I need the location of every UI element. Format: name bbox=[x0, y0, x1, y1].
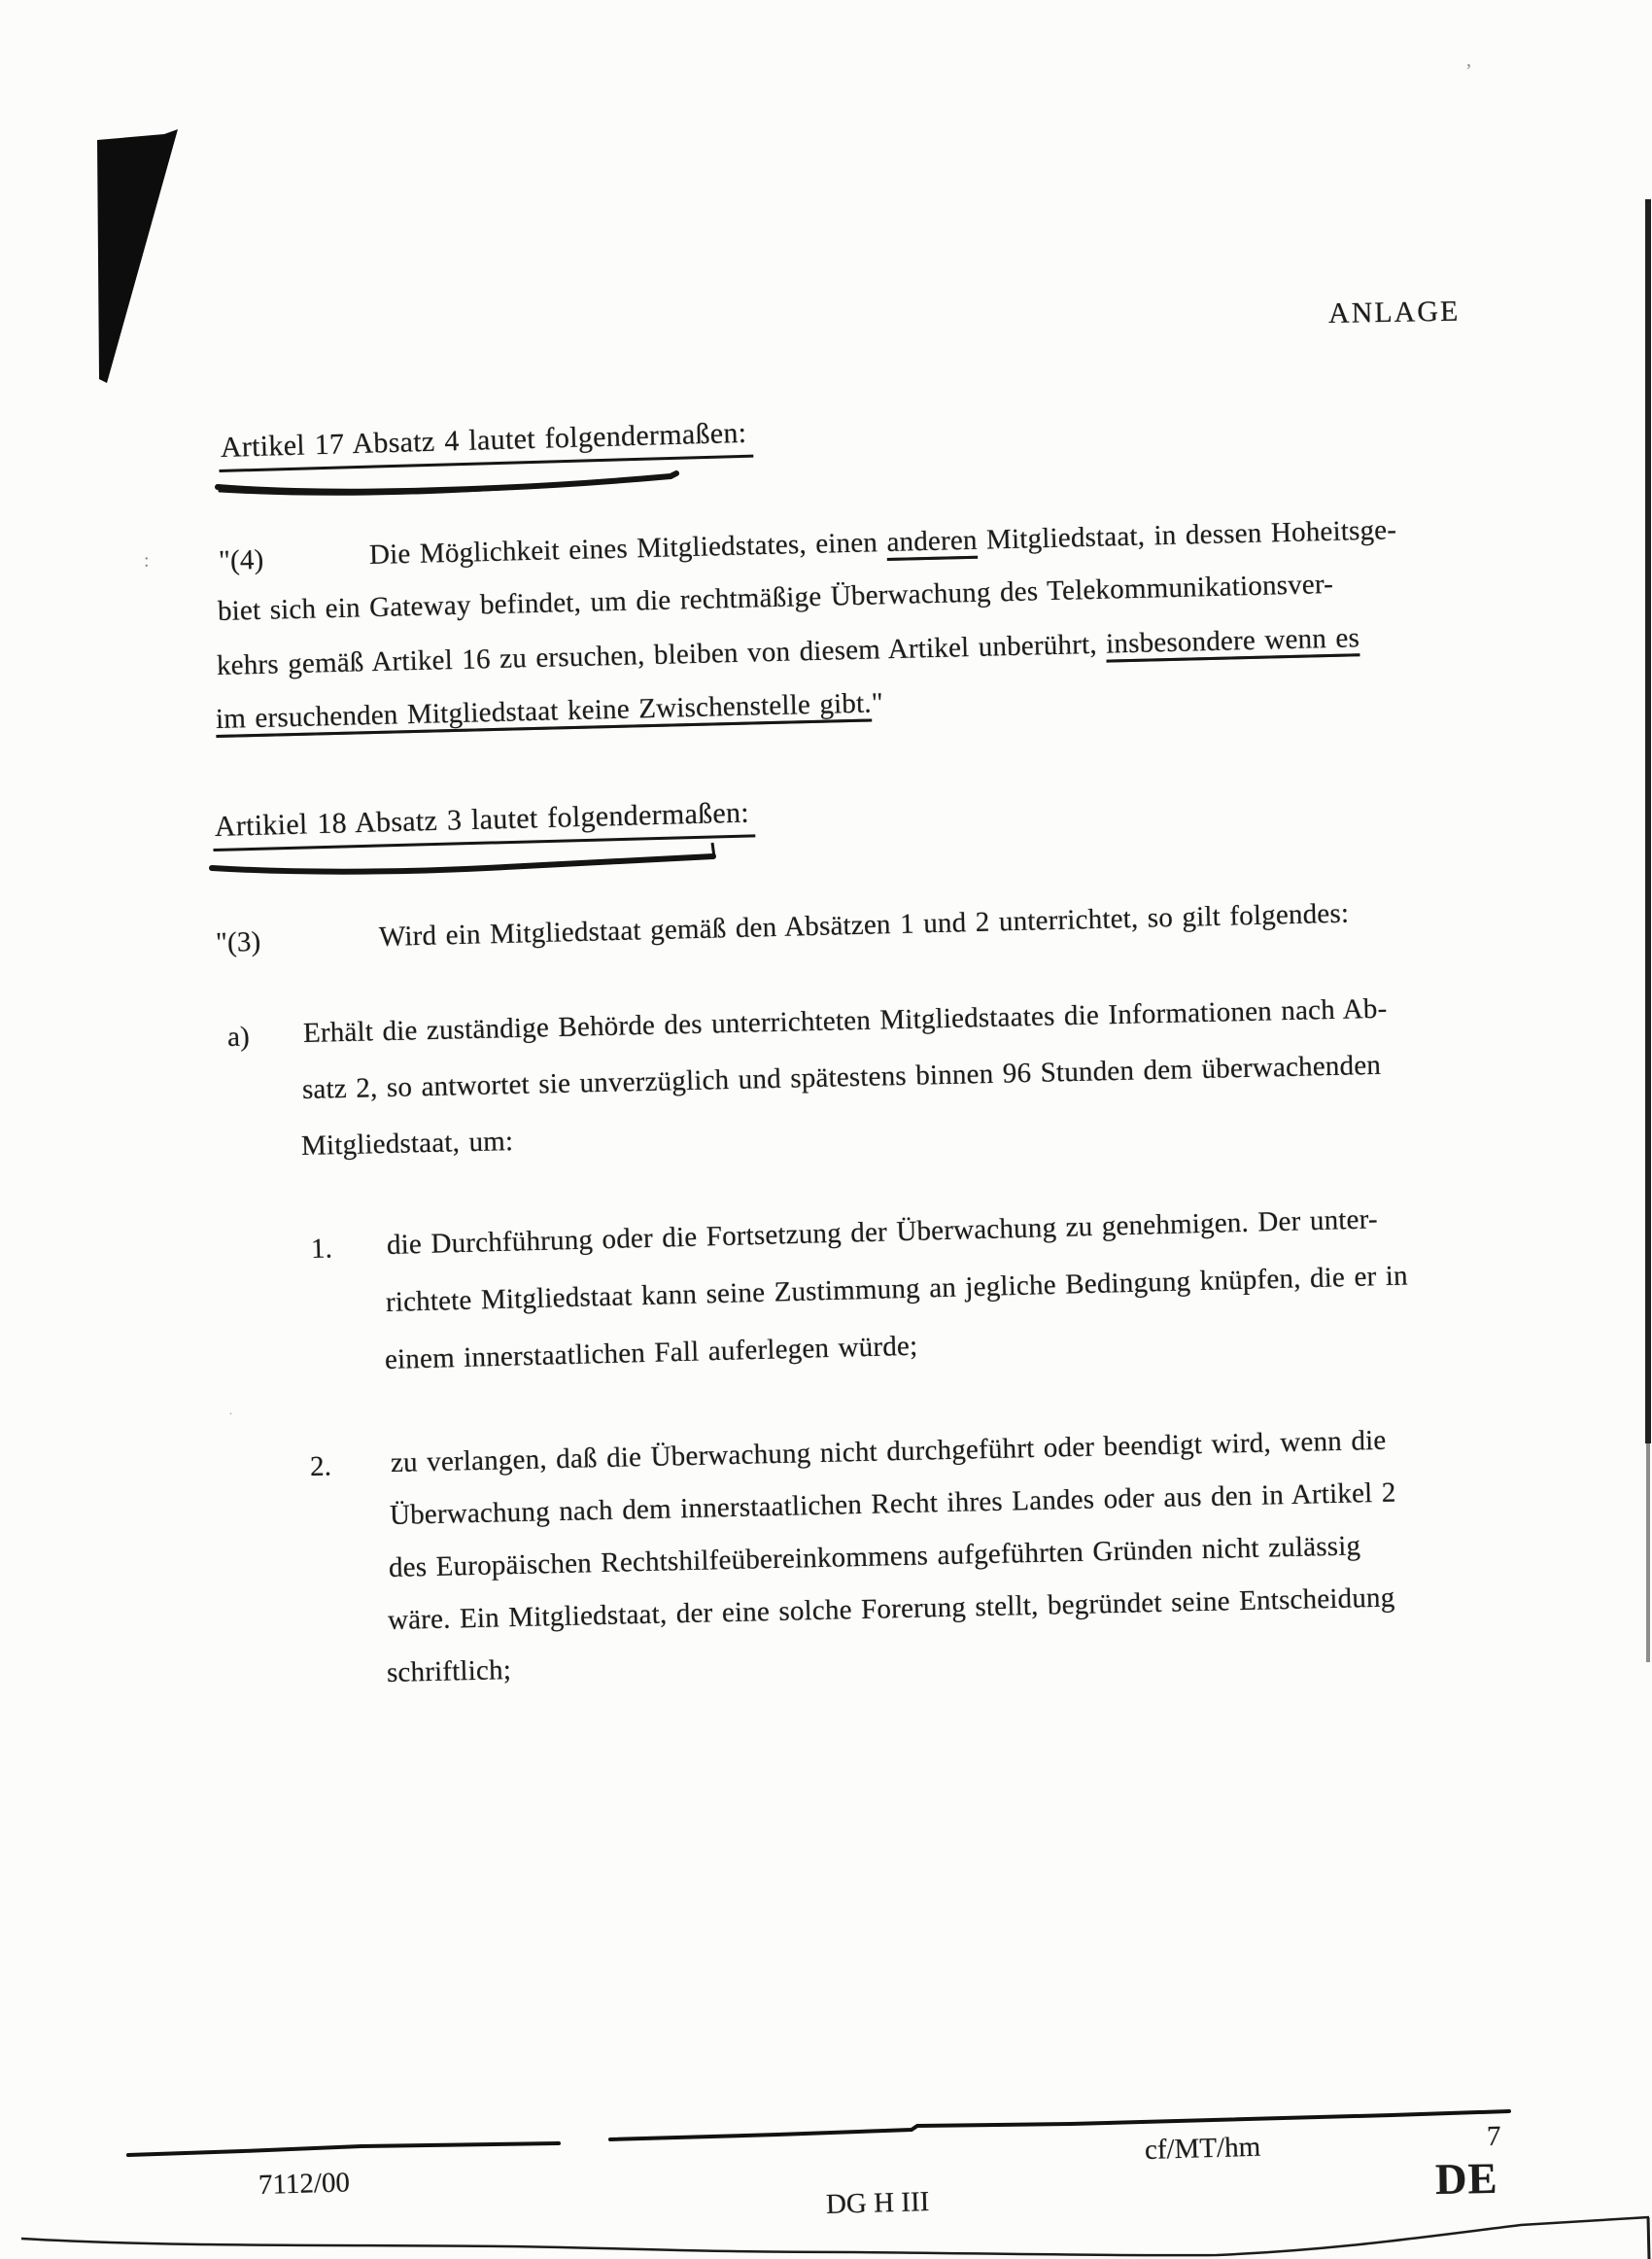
item-1-line2: richtete Mitgliedstaat kann seine Zustimmung an jegliche Bedingung knüpfen, die er in bbox=[385, 1260, 1409, 1318]
para4-line1 bbox=[369, 513, 1397, 572]
item-1-line1: die Durchführung oder die Fortsetzung der Überwachung zu genehmigen. Der unter- bbox=[386, 1203, 1379, 1261]
para4-line4-underlined: im ersuchenden Mitgliedstaat keine Zwischenstelle gibt. bbox=[215, 687, 873, 735]
article17-heading-wrap bbox=[218, 417, 753, 472]
item-2-line3: des Europäischen Rechtshilfeübereinkommens aufgeführten Gründen nicht zulässig bbox=[388, 1530, 1361, 1583]
article18-heading: Artikiel 18 Absatz 3 lautet folgendermaßen: bbox=[212, 796, 755, 851]
para4-line1-pre: Die Möglichkeit eines Mitgliedstates, einen bbox=[368, 526, 887, 571]
heading2-stroke-end-tick bbox=[712, 843, 714, 857]
article18-heading-wrap bbox=[212, 796, 755, 851]
item-a-line2: satz 2, so antwortet sie unverzüglich und spätestens binnen 96 Stunden dem überwachenden bbox=[301, 1049, 1382, 1105]
heading1-extra-underline-stroke-2 bbox=[220, 489, 500, 494]
item-2-line5: schriftlich; bbox=[386, 1654, 512, 1688]
item-1-line3: einem innerstaatlichen Fall auferlegen würde; bbox=[384, 1330, 918, 1375]
item-1-label: 1. bbox=[310, 1233, 333, 1265]
para3-text: Wird ein Mitgliedstaat gemäß den Absätzen 1 und 2 unterrichtet, so gilt folgendes: bbox=[378, 897, 1350, 953]
item-a-line3: Mitgliedstaat, um: bbox=[300, 1126, 514, 1162]
scan-speck: . bbox=[229, 1404, 232, 1417]
para4-line3-underlined: insbesondere wenn es bbox=[1105, 622, 1360, 660]
item-a-line1: Erhält die zuständige Behörde des unterrichteten Mitgliedstaates die Informationen nach Ab- bbox=[302, 992, 1388, 1049]
footer-rule-left bbox=[128, 2143, 559, 2155]
footer-document-number: 7112/00 bbox=[258, 2167, 351, 2201]
footer-page-number: 7 bbox=[1486, 2120, 1501, 2152]
footer-language-code: DE bbox=[1434, 2153, 1498, 2204]
annex-label: ANLAGE bbox=[1327, 295, 1461, 330]
para4-line3-pre: kehrs gemäß Artikel 16 zu ersuchen, bleiben von diesem Artikel unberührt, bbox=[216, 628, 1107, 681]
footer-department: DG H III bbox=[825, 2186, 930, 2220]
right-scan-edge-light bbox=[1646, 1443, 1650, 1662]
page-bottom-edge bbox=[21, 2217, 1649, 2255]
right-scan-edge-dark bbox=[1645, 199, 1651, 1443]
para4-label: "(4) bbox=[218, 543, 264, 576]
footer-rule-right bbox=[610, 2111, 1509, 2139]
para4-line1-post: Mitgliedstaat, in dessen Hoheitsge- bbox=[977, 514, 1397, 556]
article17-heading: Artikel 17 Absatz 4 lautet folgendermaßen: bbox=[218, 417, 753, 472]
item-2-line4: wäre. Ein Mitgliedstaat, der eine solche Forerung stellt, begründet seine Entscheidung bbox=[387, 1581, 1395, 1636]
para4-line4 bbox=[216, 686, 884, 736]
item-2-line2: Überwachung nach dem innerstaatlichen Recht ihres Landes oder aus den in Artikel 2 bbox=[389, 1477, 1396, 1531]
page-bottom-right-tick bbox=[1648, 2217, 1649, 2259]
heading2-extra-underline-stroke bbox=[212, 856, 713, 872]
scan-speck: : bbox=[144, 550, 150, 572]
heading1-extra-underline-stroke bbox=[218, 473, 676, 492]
item-a-label: a) bbox=[226, 1021, 251, 1053]
para4-line3 bbox=[217, 621, 1360, 682]
para4-line4-close-quote: " bbox=[871, 687, 884, 719]
para4-line2: biet sich ein Gateway befindet, um die rechtmäßige Überwachung des Telekommunikationsver- bbox=[217, 568, 1334, 627]
item-2-label: 2. bbox=[309, 1450, 332, 1482]
footer-initials: cf/MT/hm bbox=[1144, 2131, 1261, 2166]
scan-mark-triangle bbox=[97, 129, 178, 383]
scan-speck: ’ bbox=[1465, 60, 1472, 82]
para3-label: "(3) bbox=[215, 925, 261, 958]
item-2-line1: zu verlangen, daß die Überwachung nicht durchgeführt oder beendigt wird, wenn die bbox=[390, 1424, 1387, 1478]
para4-line1-underlined: anderen bbox=[886, 524, 979, 558]
